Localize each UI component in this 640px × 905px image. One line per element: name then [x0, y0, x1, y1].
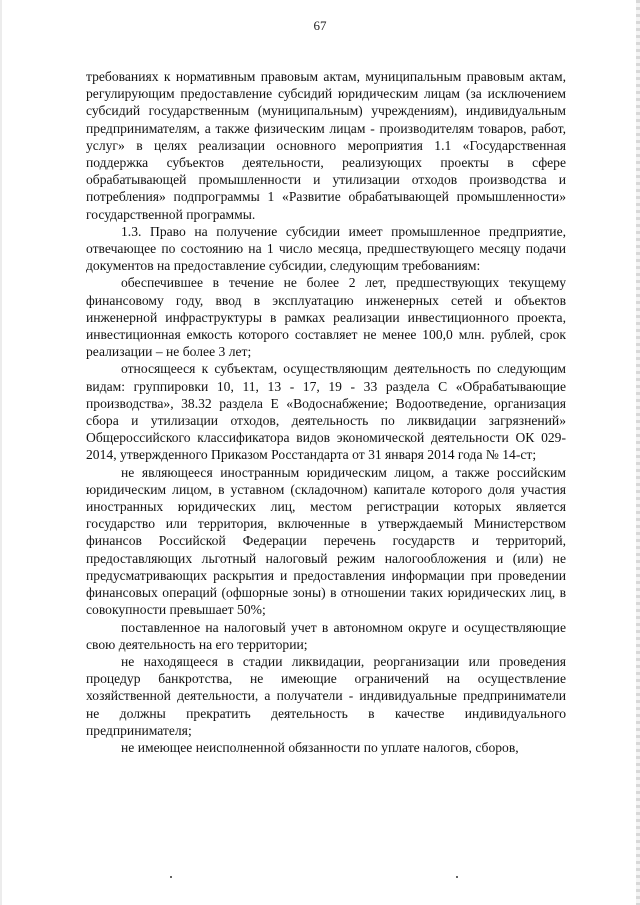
paragraph-continuation: требованиях к нормативным правовым актам, муниципальным правовым актам, регулирующим предоставление субсидий юридическим лицам (за исключением субсидий государственным (муниципальным) учреждениям), индивидуальным предпринимателям, а также физическим лицам - производителям товаров, работ, услуг» в целях реализации основного мероприятия 1.1 «Государственная поддержка субъектов деятельности, реализующих проекты в сфере обрабатывающей промышленности и утилизации отходов производства и потребления» подпрограммы 1 «Развитие обрабатывающей промышленности» государственной программы. [86, 69, 566, 222]
scan-edge-left [0, 0, 2, 905]
requirement-activity-types: относящееся к субъектам, осуществляющим деятельность по следующим видам: группировки 10, 11, 13 - 17, 19 - 33 раздела С «Обрабатывающие производства», 38.32 раздела Е «Водоснабжение; Водоотведение, организация сбора и утилизации отходов, деятельность по ликвидации загрязнений» Общероссийского классификатора видов экономической деятельности ОК 029-2014, утвержденного Приказом Росстандарта от 31 января 2014 года № 14-ст; [86, 361, 566, 463]
requirement-not-liquidation: не находящееся в стадии ликвидации, реорганизации или проведения процедур банкротства, не имеющие ограничений на осуществление хозяйственной деятельности, а получатели - индивидуальные предприниматели не должны прекратить деятельность в качестве индивидуального предпринимателя; [86, 653, 566, 738]
paragraph-1-3: 1.3. Право на получение субсидии имеет промышленное предприятие, отвечающее по состоянию на 1 число месяца, предшествующего месяцу подачи документов на предоставление субсидии, следующим требованиям: [86, 223, 566, 274]
requirement-infrastructure: обеспечившее в течение не более 2 лет, предшествующих текущему финансовому году, ввод в эксплуатацию инженерных сетей и объектов инженерной инфраструктуры в рамках реализации инвестиционного проекта, инвестиционная емкость которого составляет не менее 100,0 млн. рублей, срок реализации – не более 3 лет; [86, 275, 566, 360]
requirement-not-foreign-entity: не являющееся иностранным юридическим лицом, а также российским юридическим лицом, в уставном (складочном) капитале которого доля участия иностранных юридических лиц, местом регистрации которых является государство или территория, включенные в утверждаемый Министерством финансов Российской Федерации перечень государств и территорий, предоставляющих льготный налоговый режим налогообложения и (или) не предусматривающих раскрытия и предоставления информации при проведении финансовых операций (офшорные зоны) в отношении таких юридических лиц, в совокупности превышает 50%; [86, 464, 566, 618]
requirement-no-tax-debt: не имеющее неисполненной обязанности по уплате налогов, сборов, [121, 739, 519, 755]
page-number: 67 [313, 18, 327, 33]
scan-edge-right [636, 0, 640, 905]
scan-speck [170, 876, 172, 878]
document-body [86, 68, 566, 756]
requirement-tax-registration: поставленное на налоговый учет в автономном округе и осуществляющие свою деятельность на его территории; [86, 619, 566, 652]
scan-speck [456, 876, 458, 878]
